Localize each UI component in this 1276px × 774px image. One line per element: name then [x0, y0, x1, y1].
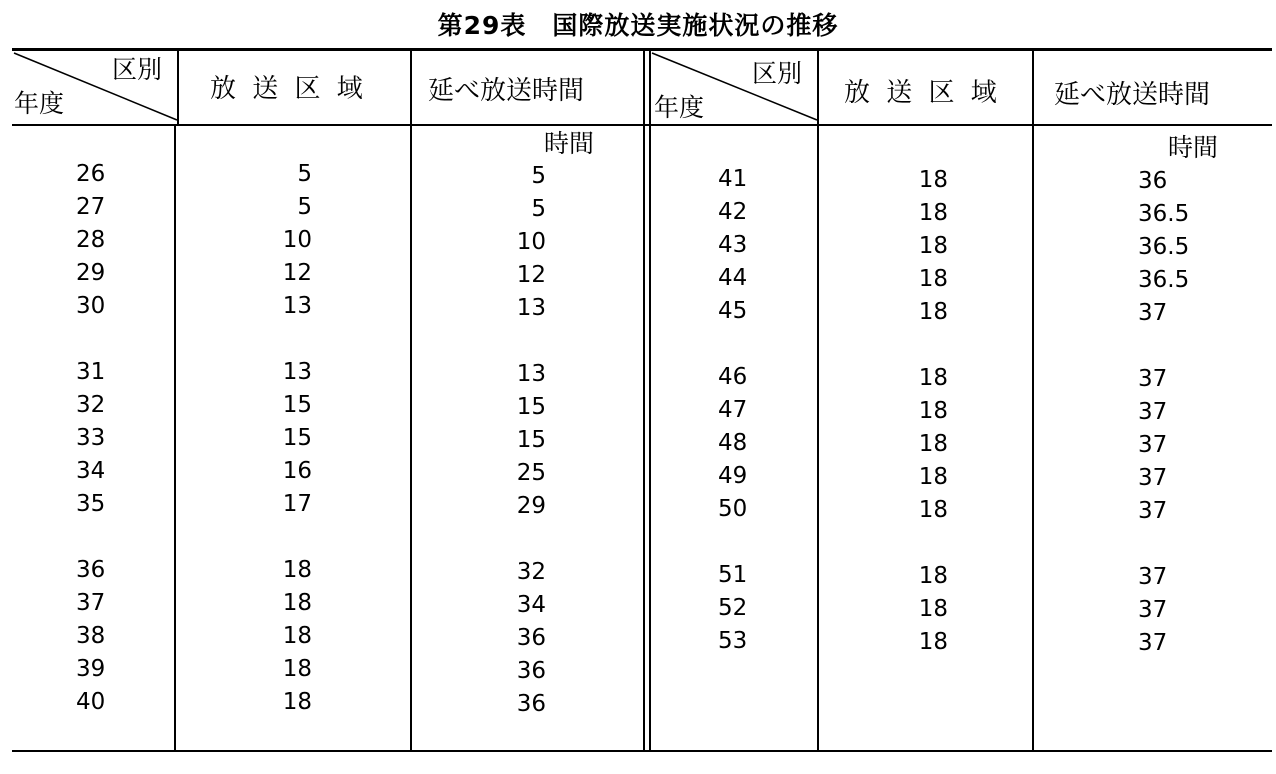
- hours-cell: 5: [531, 196, 546, 222]
- year-cell: 38: [76, 623, 106, 649]
- year-cell: 27: [76, 194, 106, 220]
- area-cell: 18: [282, 557, 312, 583]
- year-cell: 31: [76, 359, 106, 385]
- area-cell: 18: [918, 299, 948, 325]
- area-cell: 15: [282, 392, 312, 418]
- hours-cell: 36: [516, 691, 546, 717]
- left-hours-unit: 時間: [544, 129, 595, 158]
- right-corner-top-label: 区別: [752, 59, 803, 88]
- hours-cell: 13: [516, 361, 546, 387]
- year-cell: 51: [718, 562, 748, 588]
- year-cell: 29: [76, 260, 106, 286]
- right-corner-bottom-label: 年度: [654, 93, 705, 122]
- year-cell: 45: [718, 298, 748, 324]
- area-cell: 18: [918, 398, 948, 424]
- area-cell: 5: [297, 194, 312, 220]
- group-spacer: [866, 329, 948, 362]
- group-spacer: [460, 523, 546, 556]
- year-cell: 50: [718, 496, 748, 522]
- area-cell: 18: [918, 563, 948, 589]
- hours-cell: 15: [516, 427, 546, 453]
- year-cell: 34: [76, 458, 106, 484]
- area-cell: 18: [282, 590, 312, 616]
- hours-cell: 36.5: [1138, 234, 1190, 260]
- year-cell: 46: [718, 364, 748, 390]
- hours-cell: 37: [1138, 399, 1168, 425]
- right-hours-unit: 時間: [1168, 133, 1219, 162]
- year-cell: 33: [76, 425, 106, 451]
- year-cell: 53: [718, 628, 748, 654]
- hours-cell: 36.5: [1138, 267, 1190, 293]
- hours-cell: 15: [516, 394, 546, 420]
- area-cell: 5: [297, 161, 312, 187]
- right-hours-header: 延べ放送時間: [1054, 80, 1211, 110]
- area-cell: 18: [918, 266, 948, 292]
- area-cell: 15: [282, 425, 312, 451]
- group-spacer: [866, 527, 948, 560]
- area-cell: 13: [282, 293, 312, 319]
- area-cell: 18: [918, 167, 948, 193]
- area-cell: 17: [282, 491, 312, 517]
- hours-cell: 10: [516, 229, 546, 255]
- group-spacer: [1138, 528, 1248, 561]
- area-cell: 18: [918, 596, 948, 622]
- area-cell: 18: [282, 656, 312, 682]
- year-cell: 48: [718, 430, 748, 456]
- hours-cell: 36.5: [1138, 201, 1190, 227]
- hours-cell: 36: [516, 658, 546, 684]
- year-cell: 44: [718, 265, 748, 291]
- year-cell: 41: [718, 166, 748, 192]
- area-cell: 12: [282, 260, 312, 286]
- right-area-column: [866, 164, 948, 659]
- hours-cell: 36: [1138, 168, 1168, 194]
- year-cell: 37: [76, 590, 106, 616]
- year-cell: 52: [718, 595, 748, 621]
- area-cell: 18: [282, 689, 312, 715]
- area-cell: 18: [918, 365, 948, 391]
- right-hours-column: [1138, 165, 1248, 660]
- year-cell: 49: [718, 463, 748, 489]
- year-cell: 28: [76, 227, 106, 253]
- group-spacer: [718, 328, 798, 361]
- year-cell: 36: [76, 557, 106, 583]
- group-spacer: [230, 521, 312, 554]
- year-cell: 47: [718, 397, 748, 423]
- area-cell: 18: [918, 200, 948, 226]
- hours-cell: 37: [1138, 300, 1168, 326]
- area-cell: 18: [918, 464, 948, 490]
- hours-cell: 37: [1138, 597, 1168, 623]
- group-spacer: [460, 325, 546, 358]
- year-cell: 40: [76, 689, 106, 715]
- area-cell: 18: [918, 629, 948, 655]
- area-cell: 13: [282, 359, 312, 385]
- table-title: 第29表 国際放送実施状況の推移: [437, 11, 839, 40]
- hours-cell: 13: [516, 295, 546, 321]
- year-cell: 30: [76, 293, 106, 319]
- year-cell: 39: [76, 656, 106, 682]
- group-spacer: [1138, 330, 1248, 363]
- left-corner-top-label: 区別: [112, 55, 163, 84]
- left-corner-bottom-label: 年度: [14, 89, 65, 118]
- left-area-header: 放 送 区 域: [210, 74, 367, 104]
- hours-cell: 29: [516, 493, 546, 519]
- left-hours-header: 延べ放送時間: [428, 76, 585, 106]
- left-year-column: [76, 158, 156, 719]
- hours-cell: 37: [1138, 564, 1168, 590]
- right-area-header: 放 送 区 域: [844, 78, 1001, 108]
- year-cell: 26: [76, 161, 106, 187]
- hours-cell: 37: [1138, 465, 1168, 491]
- left-area-column: [230, 158, 312, 719]
- year-cell: 43: [718, 232, 748, 258]
- year-cell: 32: [76, 392, 106, 418]
- area-cell: 10: [282, 227, 312, 253]
- hours-cell: 37: [1138, 432, 1168, 458]
- hours-cell: 37: [1138, 630, 1168, 656]
- left-hours-column: [460, 160, 546, 721]
- hours-cell: 37: [1138, 366, 1168, 392]
- area-cell: 18: [918, 431, 948, 457]
- year-cell: 35: [76, 491, 106, 517]
- hours-cell: 5: [531, 163, 546, 189]
- area-cell: 16: [282, 458, 312, 484]
- hours-cell: 32: [516, 559, 546, 585]
- hours-cell: 37: [1138, 498, 1168, 524]
- year-cell: 42: [718, 199, 748, 225]
- hours-cell: 25: [516, 460, 546, 486]
- group-spacer: [230, 323, 312, 356]
- area-cell: 18: [918, 497, 948, 523]
- right-year-column: [718, 163, 798, 658]
- group-spacer: [76, 521, 156, 554]
- area-cell: 18: [918, 233, 948, 259]
- group-spacer: [718, 526, 798, 559]
- hours-cell: 34: [516, 592, 546, 618]
- hours-cell: 36: [516, 625, 546, 651]
- group-spacer: [76, 323, 156, 356]
- area-cell: 18: [282, 623, 312, 649]
- hours-cell: 12: [516, 262, 546, 288]
